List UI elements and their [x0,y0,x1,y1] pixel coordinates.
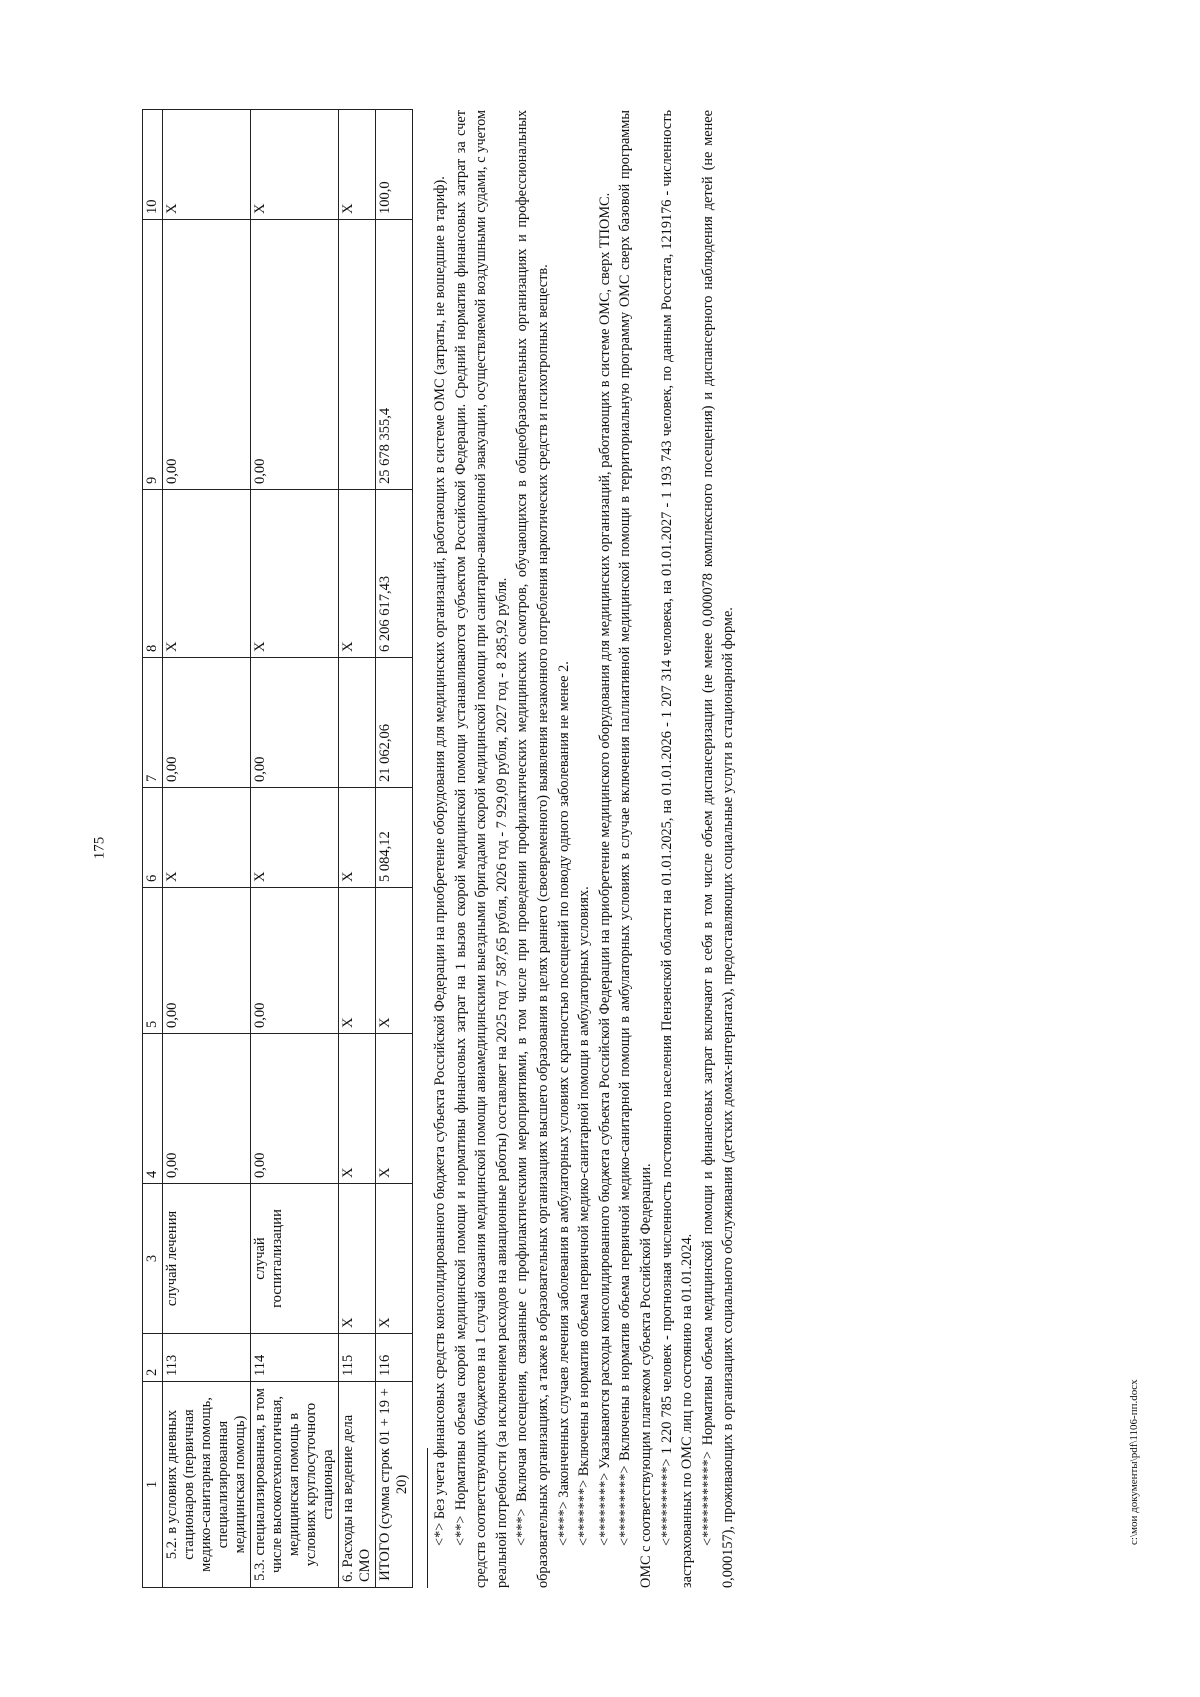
table-header-row [143,110,163,1588]
row-label: 5.2. в условиях дневных стационаров (первичная медико-санитарная помощь, специализированная медицинская помощь) [163,1382,251,1588]
value-cell: 0,00 [251,1034,339,1184]
unit-cell: случай лечения [163,1184,251,1334]
value-cell: 0,00 [251,220,339,490]
header-cell: 9 [143,220,163,490]
value-cell: 21 062,06 [376,658,413,788]
header-cell: 8 [143,490,163,658]
footnote: <*********> Включены в норматив объема первичной медико-санитарной помощи в амбулаторных условиях в случае включения паллиативной медицинской помощи в территориальную программу ОМС сверх базовой программы ОМС с соответствующим платежом субъекта Российской Федерации. [617,110,654,1588]
value-cell: Х [251,788,339,888]
value-cell: Х [251,490,339,658]
row-label: ИТОГО (сумма строк 01 + 19 + 20) [376,1382,413,1588]
row-label: 5.3. специализированная, в том числе высокотехнологичная, медицинская помощь в условиях круглосуточного стационара [251,1382,339,1588]
header-cell: 2 [143,1334,163,1382]
header-cell: 5 [143,888,163,1034]
footnotes [427,110,739,1588]
footnote: <***********> Нормативы объема медицинской помощи и финансовых затрат включают в себя в том числе объем диспансеризации (не менее 0,000078 комплексного посещения) и диспансерного наблюдения детей (не менее 0,000157), проживающих в организациях социального обслуживания (детских домах-интернатах), предоставляющих социальные услуги в стационарной форме. [699,110,737,1588]
value-cell: Х [339,1034,376,1184]
value-cell: Х [339,490,376,658]
value-cell: 100,0 [376,110,413,220]
value-cell [339,658,376,788]
header-cell: 7 [143,658,163,788]
value-cell: 6 206 617,43 [376,490,413,658]
value-cell: Х [163,110,251,220]
value-cell [339,220,376,490]
footnote: <**> Нормативы объема скорой медицинской помощи и нормативы финансовых затрат на 1 вызов скорой медицинской помощи устанавливаются субъектом Российской Федерации. Средний норматив финансовых затрат за счет средств соответствующих бюджетов на 1 случай оказания медицинской помощи авиамедицинскими выездными бригадами скорой медицинской помощи при санитарно-авиационной эвакуации, осуществляемой воздушными судами, с учетом реальной потребности (за исключением расходов на авиационные работы) составляет на 2025 год 7 587,65 рубля, 2026 год - 7 929,09 рубля, 2027 год - 8 285,92 рубля. [452,110,510,1588]
value-cell: 0,00 [163,1034,251,1184]
footnote-separator [427,1448,428,1588]
footnote: <********> Указываются расходы консолидированного бюджета субъекта Российской Федерации на приобретение медицинского оборудования для медицинских организаций, работающих в системе ОМС, сверх ТПОМС. [596,192,613,1546]
value-cell: 0,00 [163,220,251,490]
value-cell: Х [251,110,339,220]
header-cell: 3 [143,1184,163,1334]
header-cell: 6 [143,788,163,888]
value-cell: Х [163,490,251,658]
row-number: 114 [251,1334,339,1382]
expenses-table [142,109,413,1588]
value-cell: 0,00 [163,888,251,1034]
table-row [163,110,251,1588]
value-cell: 0,00 [251,888,339,1034]
value-cell: Х [339,888,376,1034]
value-cell: 5 084,12 [376,788,413,888]
unit-cell: случай госпитализации [251,1184,339,1334]
value-cell: Х [339,110,376,220]
table-row-total [376,110,413,1588]
row-label: 6. Расходы на ведение дела СМО [339,1382,376,1588]
table-row [339,110,376,1588]
header-cell: 10 [143,110,163,220]
unit-cell: Х [339,1184,376,1334]
value-cell: 25 678 355,4 [376,220,413,490]
value-cell: Х [339,788,376,888]
row-number: 115 [339,1334,376,1382]
value-cell: Х [376,888,413,1034]
footnote: <**********> 1 220 785 человек - прогнозная численность постоянного населения Пензенской области на 01.01.2025, на 01.01.2026 - 1 207 314 человека, на 01.01.2027 - 1 193 743 человек, по данным Росстата, 1219176 - численность застрахованных по ОМС лиц по состоянию на 01.01.2024. [658,110,696,1588]
value-cell: Х [163,788,251,888]
footnote: <*******> Включены в норматив объема первичной медико-санитарной помощи в амбулаторных условиях. [576,886,593,1546]
footnote: <*> Без учета финансовых средств консолидированного бюджета субъекта Российской Федерации на приобретение оборудования для медицинских организаций, работающих в системе ОМС (затраты, не вошедшие в тариф). [432,176,448,1546]
page-number: 175 [91,836,108,860]
row-number: 113 [163,1334,251,1382]
header-cell: 1 [143,1382,163,1588]
footnote: <***> Включая посещения, связанные с профилактическими мероприятиями, в том числе при проведении профилактических медицинских осмотров, обучающихся в общеобразовательных организациях и профессиональных образовательных организациях, а также в образовательных организациях высшего образования в целях раннего (своевременного) выявления незаконного потребления наркотических средств и психотропных веществ. [514,110,551,1588]
table-row [251,110,339,1588]
unit-cell: Х [376,1184,413,1334]
rotated-content [144,68,1050,1628]
header-cell: 4 [143,1034,163,1184]
value-cell: Х [376,1034,413,1184]
value-cell: 0,00 [251,658,339,788]
row-number: 116 [376,1334,413,1382]
value-cell: 0,00 [163,658,251,788]
file-path: c:\мои документы\pdf\1106-пп.docx [1128,1379,1140,1545]
footnote: <****> Законченных случаев лечения заболевания в амбулаторных условиях с кратностью посещений по поводу одного заболевания не менее 2. [555,661,572,1546]
